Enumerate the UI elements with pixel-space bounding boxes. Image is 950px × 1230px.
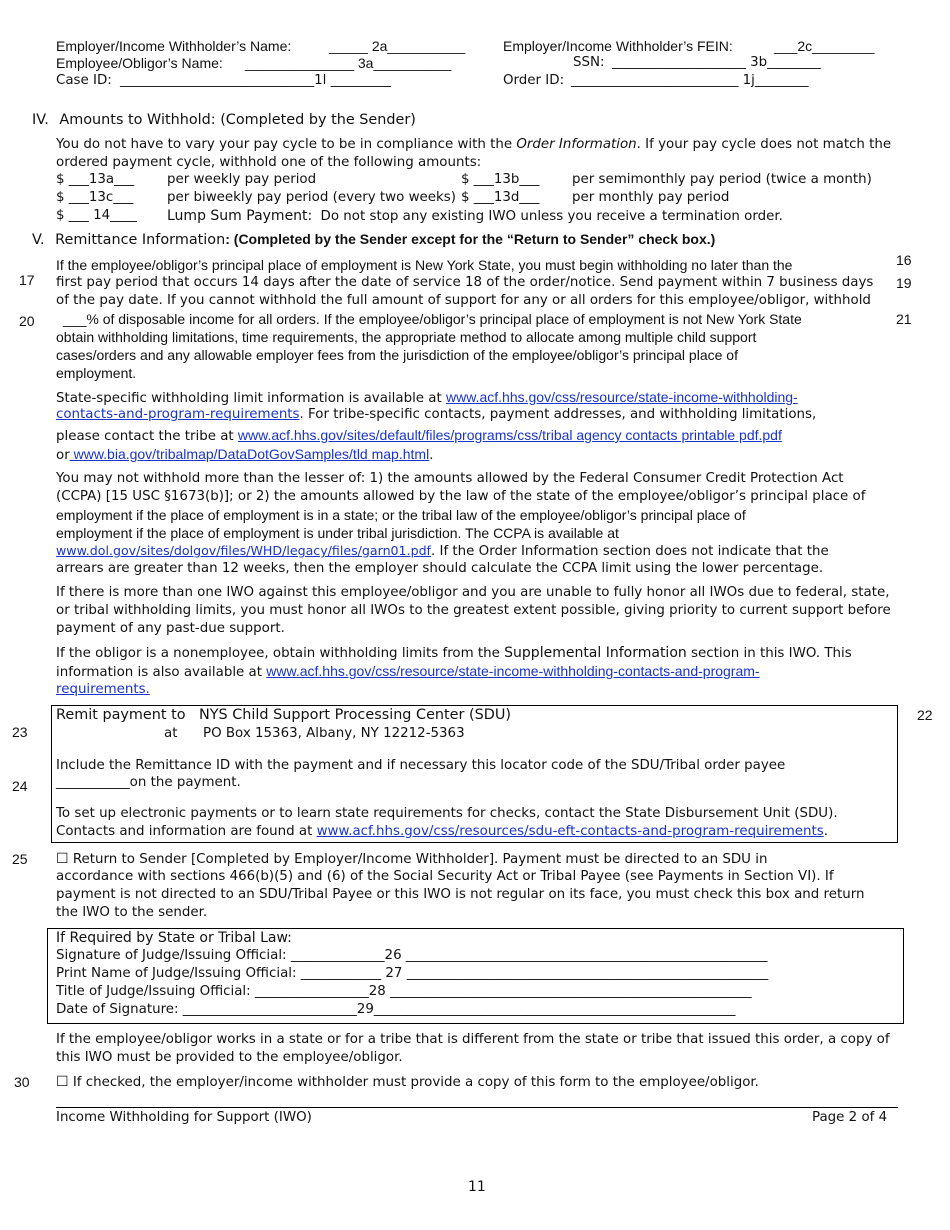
margin-number-19: 19 — [896, 275, 912, 291]
p2-line1 — [56, 388, 798, 408]
p2-line4 — [56, 445, 433, 465]
tribal-map-link[interactable]: www.bia.gov/tribalmap/DataDotGovSamples/tld map.html — [69, 446, 430, 462]
tribal-contacts-link[interactable]: www.acf.hhs.gov/sites/default/files/programs/css/tribal agency contacts printable pdf.pdf — [237, 427, 782, 443]
obligor-name-label: Employee/Obligor’s Name: — [56, 55, 223, 71]
title-field[interactable]: ______________________________________________________ — [390, 984, 752, 999]
nonemployee-link-cont[interactable]: requirements. — [56, 682, 150, 697]
footer-form-name: Income Withholding for Support (IWO) — [56, 1110, 312, 1125]
margin-number-21: 21 — [896, 311, 912, 327]
p1-line: cases/orders and any allowable employer fees from the jurisdiction of the employee/obligor’s principal place of — [56, 347, 738, 363]
p2-text-end: . — [429, 448, 434, 463]
date-field[interactable]: ______________________________________________________ — [373, 1002, 736, 1017]
order-id-label: Order ID: — [503, 73, 565, 88]
remit-payee: NYS Child Support Processing Center (SDU) — [199, 707, 512, 723]
order-information-em: Order Information — [516, 137, 637, 152]
date-row — [56, 1002, 735, 1017]
copy-note-line: If the employee/obligor works in a state or for a tribe that is different from the state or tribe that issued this order, a copy of — [56, 1032, 890, 1047]
p2-text: . For tribe-specific contacts, payment addresses, and withholding limitations, — [299, 407, 817, 422]
p3-line5 — [56, 542, 829, 561]
employer-fein-field[interactable]: ___2c________ — [774, 38, 875, 54]
p2-line3 — [56, 426, 782, 446]
ccpa-link[interactable]: www.dol.gov/sites/dolgov/files/WHD/legacy/files/garn01.pdf — [56, 543, 431, 558]
signature-label: Signature of Judge/Issuing Official: ______________26 — [56, 948, 406, 963]
locator-line1: Include the Remittance ID with the payment and if necessary this locator code of the SDU/Tribal order payee — [56, 758, 786, 773]
biweekly-label: per biweekly pay period (every two weeks) — [167, 190, 456, 205]
employer-name-label: Employer/Income Withholder’s Name: — [56, 38, 292, 54]
return-to-sender-line1 — [56, 850, 767, 869]
title-row — [56, 984, 752, 999]
margin-number-24: 24 — [12, 778, 28, 794]
lump-sum-line — [167, 208, 783, 224]
nonemployee-link[interactable]: www.acf.hhs.gov/css/resource/state-income-withholding-contacts-and-program- — [266, 663, 760, 679]
eft-text: Contacts and information are found at — [56, 824, 317, 839]
p3-line: employment if the place of employment is in a state; or the tribal law of the employee/obligor’s principal place of — [56, 507, 746, 523]
state-withholding-link-cont[interactable]: contacts-and-program-requirements — [56, 407, 300, 422]
p3-line: employment if the place of employment is under tribal jurisdiction. The CCPA is available at — [56, 525, 619, 541]
return-to-sender-checkbox[interactable]: ☐ — [56, 851, 69, 867]
p1-line: obtain withholding limitations, time requirements, the appropriate method to allocate among multiple child support — [56, 329, 757, 345]
p5-line2 — [56, 662, 760, 682]
p2-text: or — [56, 448, 70, 463]
margin-number-23: 23 — [12, 724, 28, 740]
section-4-heading — [32, 112, 416, 128]
monthly-label: per monthly pay period — [572, 190, 730, 205]
section-5-roman: V. — [32, 232, 45, 248]
supplemental-information: Supplemental Information — [504, 645, 687, 661]
state-withholding-link[interactable]: www.acf.hhs.gov/css/resource/state-income-withholding- — [446, 389, 798, 405]
p1-line: first pay period that occurs 14 days after the date of service 18 of the order/notice. Send payment within 7 business days — [56, 275, 874, 290]
return-to-sender-line: the IWO to the sender. — [56, 905, 208, 920]
section-5-title: Remittance Information — [55, 232, 226, 248]
section-4-roman: IV. — [32, 112, 49, 128]
p1-line: of the pay date. If you cannot withhold the full amount of support for any or all orders for this employee/obligor, withhold — [56, 293, 871, 308]
ssn-field[interactable]: ____________________ 3b________ — [612, 55, 821, 70]
p5-text: information is also available at — [56, 665, 267, 680]
employer-fein-label: Employer/Income Withholder’s FEIN: — [503, 38, 733, 54]
print-name-row — [56, 966, 768, 981]
p4-line: or tribal withholding limits, you must honor all IWOs to the greatest extent possible, giving priority to current support before — [56, 603, 891, 618]
section-5-heading — [32, 231, 715, 248]
biweekly-amount-field[interactable]: $ ___13c___ — [56, 190, 134, 205]
weekly-amount-field[interactable]: $ ___13a___ — [56, 172, 135, 187]
margin-number-22: 22 — [917, 707, 933, 723]
p2-text: please contact the tribe at — [56, 429, 238, 444]
p3-text: . If the Order Information section does not indicate that the — [431, 544, 829, 559]
p4-line: If there is more than one IWO against this employee/obligor and you are unable to fully honor all IWOs due to federal, state, — [56, 585, 890, 600]
intro-text-end: . If your pay cycle does not match the — [636, 137, 892, 152]
p4-line: payment of any past-due support. — [56, 621, 285, 636]
ssn-label: SSN: — [573, 55, 605, 70]
lump-sum-text: Do not stop any existing IWO unless you receive a termination order. — [320, 209, 783, 224]
signature-box-title: If Required by State or Tribal Law: — [56, 930, 292, 946]
margin-number-16: 16 — [896, 252, 912, 268]
semimonthly-label: per semimonthly pay period (twice a month) — [572, 172, 872, 187]
p5-text: section in this IWO. This — [686, 646, 852, 661]
return-to-sender-line: payment is not directed to an SDU/Tribal Payee or this IWO is not regular on its face, you must check this box and return — [56, 887, 865, 902]
p3-line: arrears are greater than 12 weeks, then the employer should calculate the CCPA limit using the lower percentage. — [56, 561, 824, 576]
employer-name-field[interactable]: _____ 2a__________ — [329, 38, 466, 54]
margin-number-20: 20 — [19, 313, 35, 329]
case-id-label: Case ID: — [56, 73, 112, 88]
eft-text-end: . — [823, 824, 829, 839]
return-to-sender-line: accordance with sections 466(b)(5) and (6) of the Social Security Act or Tribal Payee (see Payments in Section VI). If — [56, 869, 834, 884]
copy-check-line — [56, 1073, 759, 1092]
page-number: 11 — [468, 1179, 486, 1195]
eft-line2 — [56, 823, 828, 841]
lump-sum-amount-field[interactable]: $ ___ 14____ — [56, 208, 137, 223]
section-4-intro-line1 — [56, 136, 891, 154]
footer-rule — [56, 1107, 898, 1108]
section-4-title: Amounts to Withhold: (Completed by the Sender) — [59, 112, 416, 128]
lump-sum-label: Lump Sum Payment: — [167, 208, 313, 224]
margin-number-25: 25 — [12, 851, 28, 867]
obligor-name-field[interactable]: ______________ 3a__________ — [245, 55, 452, 71]
title-label: Title of Judge/Issuing Official: _________________28 — [56, 984, 391, 999]
copy-checkbox[interactable]: ☐ — [56, 1074, 69, 1090]
date-label: Date of Signature: __________________________29 — [56, 1002, 374, 1017]
p3-line — [56, 488, 865, 506]
remit-address: PO Box 15363, Albany, NY 12212-5363 — [203, 726, 465, 741]
margin-number-30: 30 — [14, 1074, 30, 1090]
order-id-field[interactable]: _________________________ 1j________ — [571, 73, 809, 88]
footer-page: Page 2 of 4 — [812, 1110, 888, 1125]
signature-row — [56, 948, 767, 963]
monthly-amount-field[interactable]: $ ___13d___ — [461, 190, 540, 205]
return-to-sender-text: Return to Sender [Completed by Employer/Income Withholder]. Payment must be directed to an SDU in — [72, 852, 768, 867]
remit-at: at — [164, 726, 178, 741]
section-5-subtitle: : (Completed by the Sender except for the “Return to Sender” check box.) — [225, 231, 716, 247]
copy-note-line: this IWO must be provided to the employee/obligor. — [56, 1050, 403, 1065]
sdu-eft-link[interactable]: www.acf.hhs.gov/css/resources/sdu-eft-contacts-and-program-requirements — [316, 824, 824, 839]
locator-line2[interactable]: ___________on the payment. — [56, 775, 241, 790]
p3-text: (CCPA) [15 USC §1673(b)]; or 2) the amounts allowed by the law of the state of the employee/obligor’s principal place of — [56, 489, 866, 504]
remit-label: Remit payment to — [56, 707, 186, 723]
p2-text: State-specific withholding limit information is available at — [56, 391, 447, 406]
signature-field[interactable]: ______________________________________________________ — [405, 948, 768, 963]
margin-number-17: 17 — [19, 272, 35, 288]
p1-line: employment. — [56, 365, 137, 381]
p5-line1 — [56, 644, 852, 663]
p1-line: If the employee/obligor’s principal place of employment is New York State, you must begin withholding no later than the — [56, 257, 793, 273]
eft-line1: To set up electronic payments or to learn state requirements for checks, contact the State Disbursement Unit (SDU). — [56, 806, 838, 821]
semimonthly-amount-field[interactable]: $ ___13b___ — [461, 172, 540, 187]
p5-text: If the obligor is a nonemployee, obtain withholding limits from the — [56, 646, 505, 661]
p1-line: ___% of disposable income for all orders. If the employee/obligor’s principal place of employment is not New York State — [63, 311, 802, 327]
p3-line: You may not withhold more than the lesser of: 1) the amounts allowed by the Federal Consumer Credit Protection Act — [56, 471, 844, 486]
copy-check-text: If checked, the employer/income withholder must provide a copy of this form to the employee/obligor. — [72, 1075, 759, 1090]
section-4-intro-line2: ordered payment cycle, withhold one of the following amounts: — [56, 155, 482, 170]
p2-line2 — [56, 406, 816, 424]
intro-text: You do not have to vary your pay cycle to be in compliance with the — [56, 137, 517, 152]
print-name-field[interactable]: ______________________________________________________ — [406, 966, 769, 981]
p5-line3 — [56, 681, 150, 699]
case-id-field[interactable]: _____________________________1l _________ — [120, 73, 391, 88]
print-name-label: Print Name of Judge/Issuing Official: ____________ 27 — [56, 966, 407, 981]
weekly-label: per weekly pay period — [167, 172, 317, 187]
